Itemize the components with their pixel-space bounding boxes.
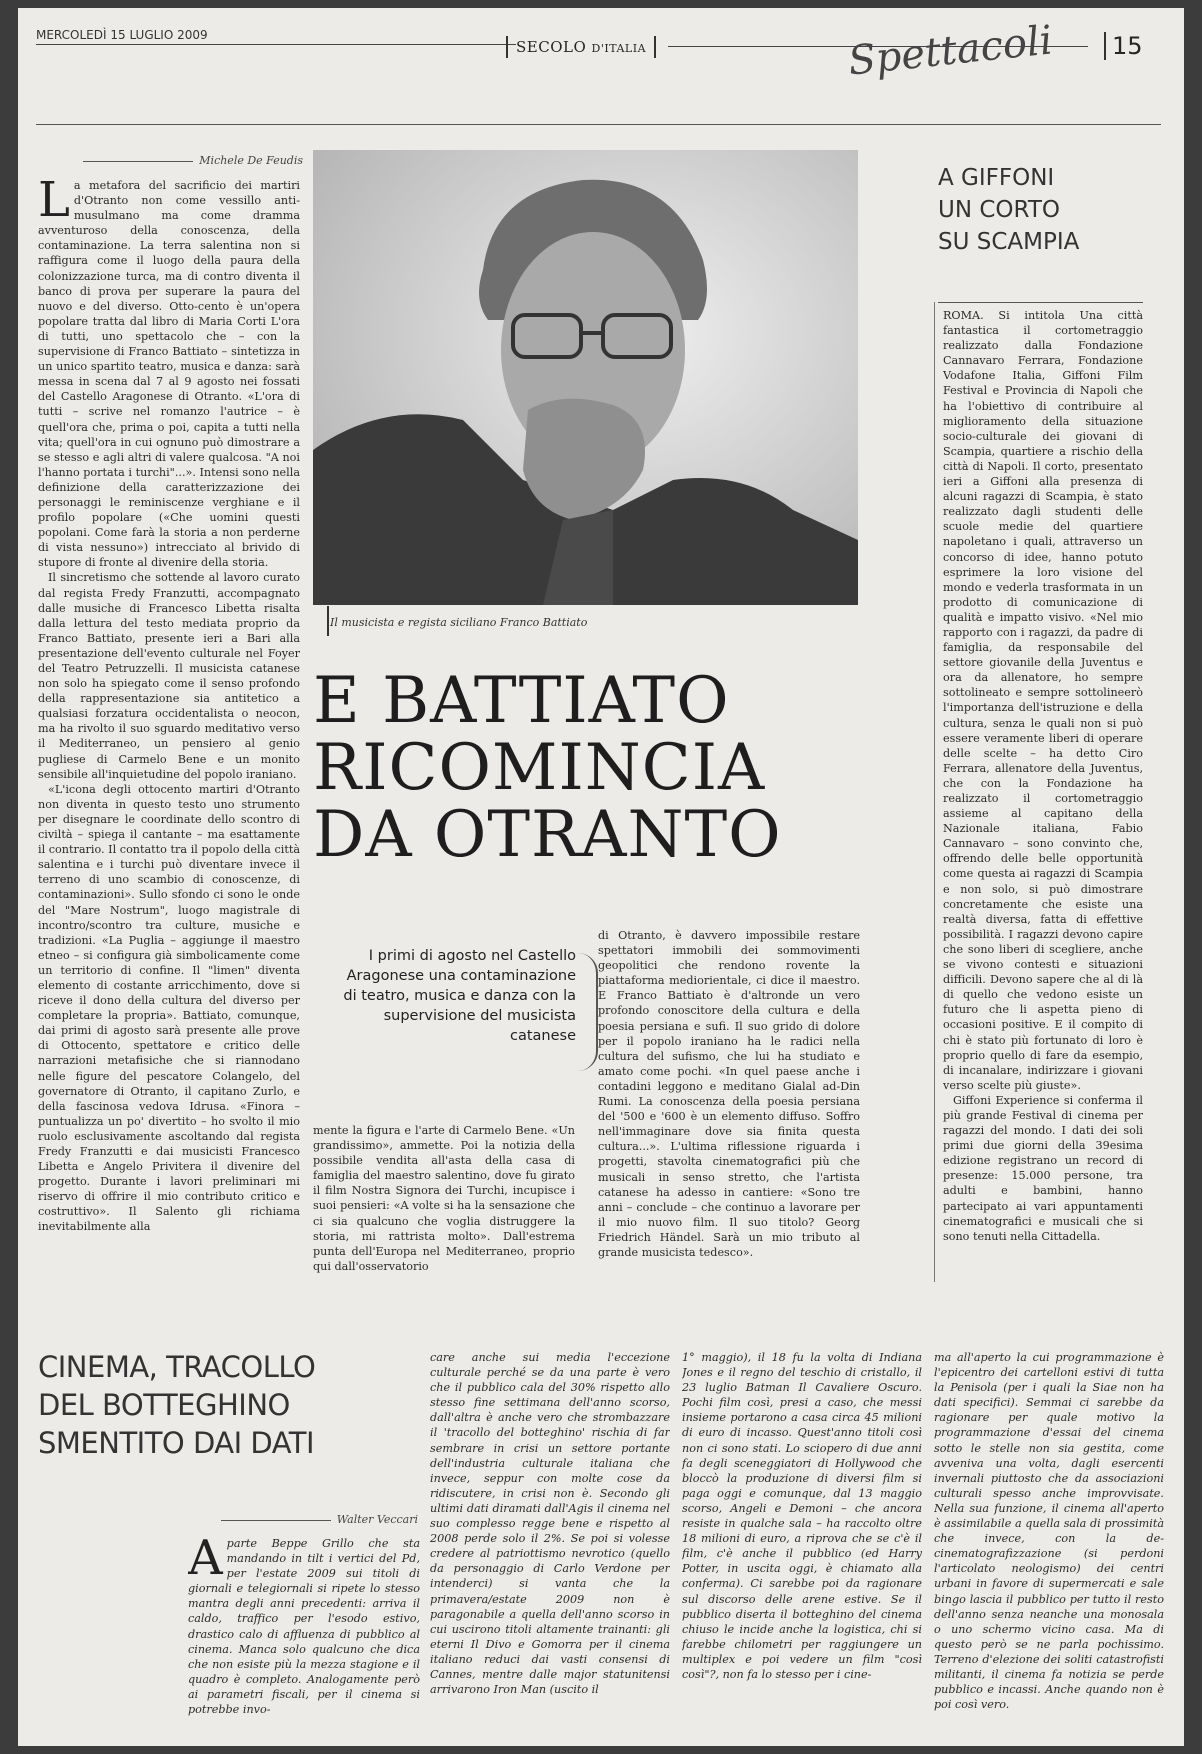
side-headline-line: SU SCAMPIA bbox=[938, 229, 1080, 255]
newspaper-title: SECOLO bbox=[516, 38, 587, 56]
side-divider bbox=[934, 302, 935, 1282]
newspaper-page bbox=[18, 8, 1184, 1746]
side-paragraph: ROMA. Si intitola Una città fantastica il cortometraggio realizzato dalla Fondazione Cannavaro Ferrara, Fondazione Vodafone Italia, Giffoni Film Festival e Provincia di Napoli che ha l'obiettivo di contribuire al miglioramento della situazione socio-culturale dei giovani di Scampia, quartiere a rischio della città di Napoli. Il corto, presentato ieri a Giffoni alla presenza di alcuni ragazzi di Scampia, è stato realizzato dagli studenti delle scuole medie del quartiere napoletano i quali, attraverso un concorso di idee, hanno potuto esprimere la loro visione del mondo e vederla trasformata in un prodotto di comunicazione di qualità e impatto visivo. «Nel mio rapporto con i ragazzi, da padre di famiglia, da responsabile del settore giovanile della Juventus e ora da allenatore, ho sempre sottolineato e sempre sottolineerò l'importanza dell'istruzione e della cultura, senza le quali non si può essere veramente liberi di operare delle scelte – ha detto Ciro Ferrara, allenatore della Juventus, che con la Fondazione ha realizzato il cortometraggio assieme al capitano della Nazionale italiana, Fabio Cannavaro – sono convinto che, offrendo delle belle opportunità come questa ai ragazzi di Scampia e non solo, si può dimostrare concretamente che esiste una realtà diversa, fatta di effettive possibilità. I ragazzi devono capire che sono liberi di scegliere, anche se vivono contesti e situazioni difficili. Devono sapere che al di là di quello che vedono esiste un futuro che li aspetta pieno di occasioni positive. E il compito di chi è stato più fortunato di loro è proprio quello di fare da esempio, di incanalare, indirizzare i giovani verso scelte più giuste». bbox=[943, 309, 1143, 1092]
main-headline bbox=[313, 664, 782, 872]
headline-line: E BATTIATO bbox=[313, 664, 730, 738]
newspaper-suffix: D'ITALIA bbox=[591, 42, 647, 55]
article-deck: I primi di agosto nel Castello Aragonese una contaminazione di teatro, musica e danza con la supervisione del musicista catanese bbox=[343, 948, 576, 1044]
caption-bar bbox=[327, 606, 329, 636]
cinema-col2-text: care anche sui media l'eccezione culturale perché se da una parte è vero che il pubblico cala del 30% rispetto allo stesso fine settimana dell'anno scorso, dall'altra è anche vero che strombazzare il 'tracollo del botteghino' rischia di far sembrare in crisi un settore portante dell'industria culturale italiana che invece, seppur con molte cose da ridiscutere, in crisi non è. Secondo gli ultimi dati diramati dall'Agis il cinema nel suo complesso regge bene e rispetto al 2008 perde solo il 2%. Se poi si volesse credere al patriottismo nevrotico (quello da personaggio di Carlo Verdone per intenderci) si vanta che la primavera/estate 2009 non è paragonabile a quella dell'anno scorso in cui uscirono titoli altamente trainanti: gli eterni Il Divo e Gomorra per il cinema italiano reduci dai vasti consensi di Cannes, mentre dalle major statunitensi arrivarono Iron Man (uscito il bbox=[430, 1351, 670, 1697]
cinema-col3 bbox=[682, 1350, 922, 1736]
cinema-col1 bbox=[188, 1536, 420, 1736]
side-rule bbox=[938, 302, 1143, 303]
main-byline: Michele De Feudis bbox=[38, 154, 303, 167]
main-article-col3 bbox=[598, 928, 860, 1288]
cinema-col4 bbox=[934, 1350, 1164, 1736]
portrait-illustration bbox=[313, 150, 858, 605]
main-paragraph: Il sincretismo che sottende al lavoro curato dal regista Fredy Franzutti, accompagnato dalle musiche di Francesco Libetta risalta dalla lettura del testo mediata proprio da Franco Battiato, presente ieri a Bari alla presentazione dell'evento culturale nel Foyer del Teatro Petruzzelli. Il musicista catanese non solo ha spiegato come il senso profondo della rappresentazione sia antitetico a qualsiasi forzatura occidentalista o neocon, ma ha rivolto il suo sguardo meditativo verso il Mediterraneo, un pensiero al genio pugliese di Carmelo Bene e un monito sensibile all'inquietudine del popolo iraniano. bbox=[38, 571, 300, 781]
cinema-byline: Walter Veccari bbox=[168, 1513, 418, 1526]
cinema-headline bbox=[38, 1348, 315, 1462]
cinema-col2 bbox=[430, 1350, 670, 1736]
main-col3-text: di Otranto, è davvero impossibile restare spettatori immobili dei sommovimenti geopolitici che rendono rovente la piattaforma mediorientale, ci dice il maestro. E Franco Battiato è d'altronde un vero profondo conoscitore della cultura e della poesia persiana e sufi. Il suo grido di dolore per il popolo iraniano ha le radici nella cultura del sufismo, che lui ha studiato e amato come pochi. «In quel paese anche i contadini leggono e meditano Gialal ad-Din Rumi. La conoscenza della poesia persiana del '500 e '600 è un elemento diffuso. Soffro nell'immaginare dove sia finita questa cultura...». L'ultima riflessione riguarda i progetti, stavolta cinematografici più che musicali in senso stretto, che l'artista catanese ha adesso in cantiere: «Sono tre anni – conclude – che continuo a lavorare per il mio nuovo film. Il suo titolo? Georg Friedrich Händel. Sarà un mio tributo al grande musicista tedesco». bbox=[598, 929, 860, 1259]
cinema-paragraph bbox=[188, 1536, 420, 1717]
headline-line: DA OTRANTO bbox=[313, 798, 782, 872]
side-headline-line: UN CORTO bbox=[938, 197, 1060, 223]
cinema-headline-line: SMENTITO DAI DATI bbox=[38, 1426, 315, 1460]
top-rule bbox=[36, 124, 1161, 125]
main-article-col1 bbox=[38, 178, 300, 1288]
page-number: 15 bbox=[1104, 32, 1143, 60]
side-headline bbox=[938, 162, 1079, 258]
photo-caption: Il musicista e regista siciliano Franco Battiato bbox=[330, 616, 588, 629]
main-paragraph bbox=[38, 178, 300, 570]
cinema-headline-line: DEL BOTTEGHINO bbox=[38, 1388, 290, 1422]
battiato-photo bbox=[313, 150, 858, 605]
side-paragraph: Giffoni Experience si conferma il più grande Festival di cinema per ragazzi del mondo. I dati dei soli primi due giorni della 39esima edizione registrano un record di presenze: 15.000 persone, tra adulti e bambini, hanno partecipato ai vari appuntamenti cinematografici e musicali che si sono tenuti nella Cittadella. bbox=[943, 1093, 1143, 1243]
side-article-body bbox=[943, 308, 1143, 1283]
main-paragraph-text: a metafora del sacrificio dei martiri d'Otranto non come vessillo anti-musulmano ma come dramma avventuroso della conoscenza, della contaminazione. La terra salentina non si raffigura come il luogo della paura della colonizzazione turca, ma di contro diventa il banco di prova per superare la paura del nuovo e del diverso. Otto-cento è un'opera popolare tratta dal libro di Maria Corti L'ora di tutti, uno spettacolo che – con la supervisione di Franco Battiato – sintetizza in un unico spartito teatro, musica e danza: sarà messa in scena dal 7 al 9 agosto nei fossati del Castello Aragonese di Otranto. «L'ora di tutti – scrive nel romanzo l'autrice – è quell'ora che, prima o poi, capita a tutti nella vita; quell'ora in cui ognuno può dimostrare a se stesso e agli altri di valere qualcosa. "A noi l'hanno portata i turchi"...». Intensi sono nella definizione della caratterizzazione dei personaggi le reminiscenze verghiane e il profilo popolare («Che uomini questi popolani. Come farà la storia a non perderne di vista nessuno») intrecciato al brivido di stupore di fronte al divenire della storia. bbox=[38, 179, 300, 570]
cinema-headline-line: CINEMA, TRACOLLO bbox=[38, 1350, 316, 1384]
side-headline-line: A GIFFONI bbox=[938, 165, 1055, 191]
cinema-col3-text: 1° maggio), il 18 fu la volta di Indiana Jones e il regno del teschio di cristallo, il 23 luglio Batman Il Cavaliere Oscuro. Pochi film così, presi a caso, che messi insieme portarono a casa circa 45 milioni di euro di incasso. Quest'anno titoli così non ci sono stati. Lo sciopero di due anni fa degli sceneggiatori di Hollywood che bloccò la produzione di diversi film si paga oggi e comunque, dal 13 maggio scorso, Angeli e Demoni – che ancora resiste in qualche sala – ha raccolto oltre 18 milioni di euro, a riprova che se c'è il film, c'è anche il pubblico (ed Harry Potter, in uscita oggi, è chiamato alla conferma). Ci sarebbe poi da ragionare sul discorso delle arene estive. Se il pubblico diserta il botteghino del cinema chiuso le incide anche la logistica, chi si farebbe chilometri per raggiungere un multiplex e poi vedere un film "così così"?, non fa lo stesso per i cine- bbox=[682, 1351, 922, 1681]
main-paragraph: «L'icona degli ottocento martiri d'Otranto non diventa in questo testo uno strumento per disegnare le coordinate dello scontro di civiltà – spiega il cantante – ma esattamente il contrario. Il contatto tra il popolo della città salentina e i turchi può diventare invece il terreno di uno scambio di conoscenze, di contaminazioni». Sullo sfondo ci sono le onde del "Mare Nostrum", luogo magistrale di incontro/scontro tra culture, musiche e tradizioni. «La Puglia – aggiunge il maestro etneo – si configura già simbolicamente come un territorio di confine. Il "limen" diventa elemento di costante arricchimento, dove si riceve il dono della cultura del diverso per completare la propria». Battiato, comunque, dai primi di agosto sarà presente alle prove di Ottocento, spettatore e critico delle narrazioni metafisiche che si riannodano nelle figure del pescatore Colangelo, del governatore di Otranto, il capitano Zurlo, e della fascinosa vedova Idrusa. «Finora – puntualizza un po' divertito – ho svolto il mio ruolo esclusivamente ascoltando dal regista Fredy Franzutti e dai musicisti Francesco Libetta e Angelo Privitera il divenire del progetto. Durante i lavori preliminari mi riservo di offrire il mio contributo critico e costruttivo». Il Salento gli richiama inevitabilmente alla bbox=[38, 782, 300, 1234]
section-title: Spettacoli bbox=[846, 17, 1055, 85]
dropcap: A bbox=[188, 1536, 223, 1586]
headline-line: RICOMINCIA bbox=[313, 731, 766, 805]
newspaper-name bbox=[506, 36, 656, 58]
header-date: MERCOLEDÌ 15 LUGLIO 2009 bbox=[36, 28, 208, 42]
cinema-paragraph-text: parte Beppe Grillo che sta mandando in tilt i vertici del Pd, per l'estate 2009 sui titoli di giornali e telegiornali si ripete lo stesso mantra degli anni precedenti: arriva il caldo, traffico per l'esodo estivo, drastico calo di affluenza di pubblico al cinema. Manca solo qualcuno che dica che non esiste più la mezza stagione e il quadro è completo. Analogamente però ai parametri fiscali, per il cinema si potrebbe invo- bbox=[188, 1537, 420, 1717]
cinema-col4-text: ma all'aperto la cui programmazione è l'epicentro dei cartelloni estivi di tutta la Penisola (per i quali la Siae non ha dati specifici). Semmai ci sarebbe da ragionare per quale motivo la programmazione d'essai del cinema sotto le stelle non sia gestita, come avveniva una volta, dagli esercenti invernali piuttosto che da associazioni culturali spesso anche improvvisate. Nella sua funzione, il cinema all'aperto è assimilabile a quella sala di prossimità che invece, con la de-cinematografizzazione (si perdoni l'articolato neologismo) dei centri urbani in favore di supermercati e sale bingo lascia il pubblico per tutto il resto dell'anno senza neanche una monosala o uno schermo vicino casa. Ma di questo però se ne parla pochissimo. Terreno d'elezione dei soliti catastrofisti militanti, il cinema fa notizia se perde pubblico e incassi. Anche quando non è poi così vero. bbox=[934, 1351, 1164, 1712]
main-article-col2 bbox=[313, 1123, 575, 1288]
header-rule bbox=[36, 44, 516, 45]
dropcap: L bbox=[38, 178, 70, 228]
main-col2-text: mente la figura e l'arte di Carmelo Bene. «Un grandissimo», ammette. Poi la notizia della possibile vendita all'asta della casa di famiglia del maestro salentino, dove fu girato il film Nostra Signora dei Turchi, incupisce i suoi pensieri: «A volte si ha la sensazione che ci sia qualcuno che voglia distruggere la storia, mi rattrista molto». Dall'estrema punta dell'Europa nel Mediterraneo, proprio qui dall'osservatorio bbox=[313, 1124, 575, 1273]
deck-bracket bbox=[578, 953, 598, 1071]
